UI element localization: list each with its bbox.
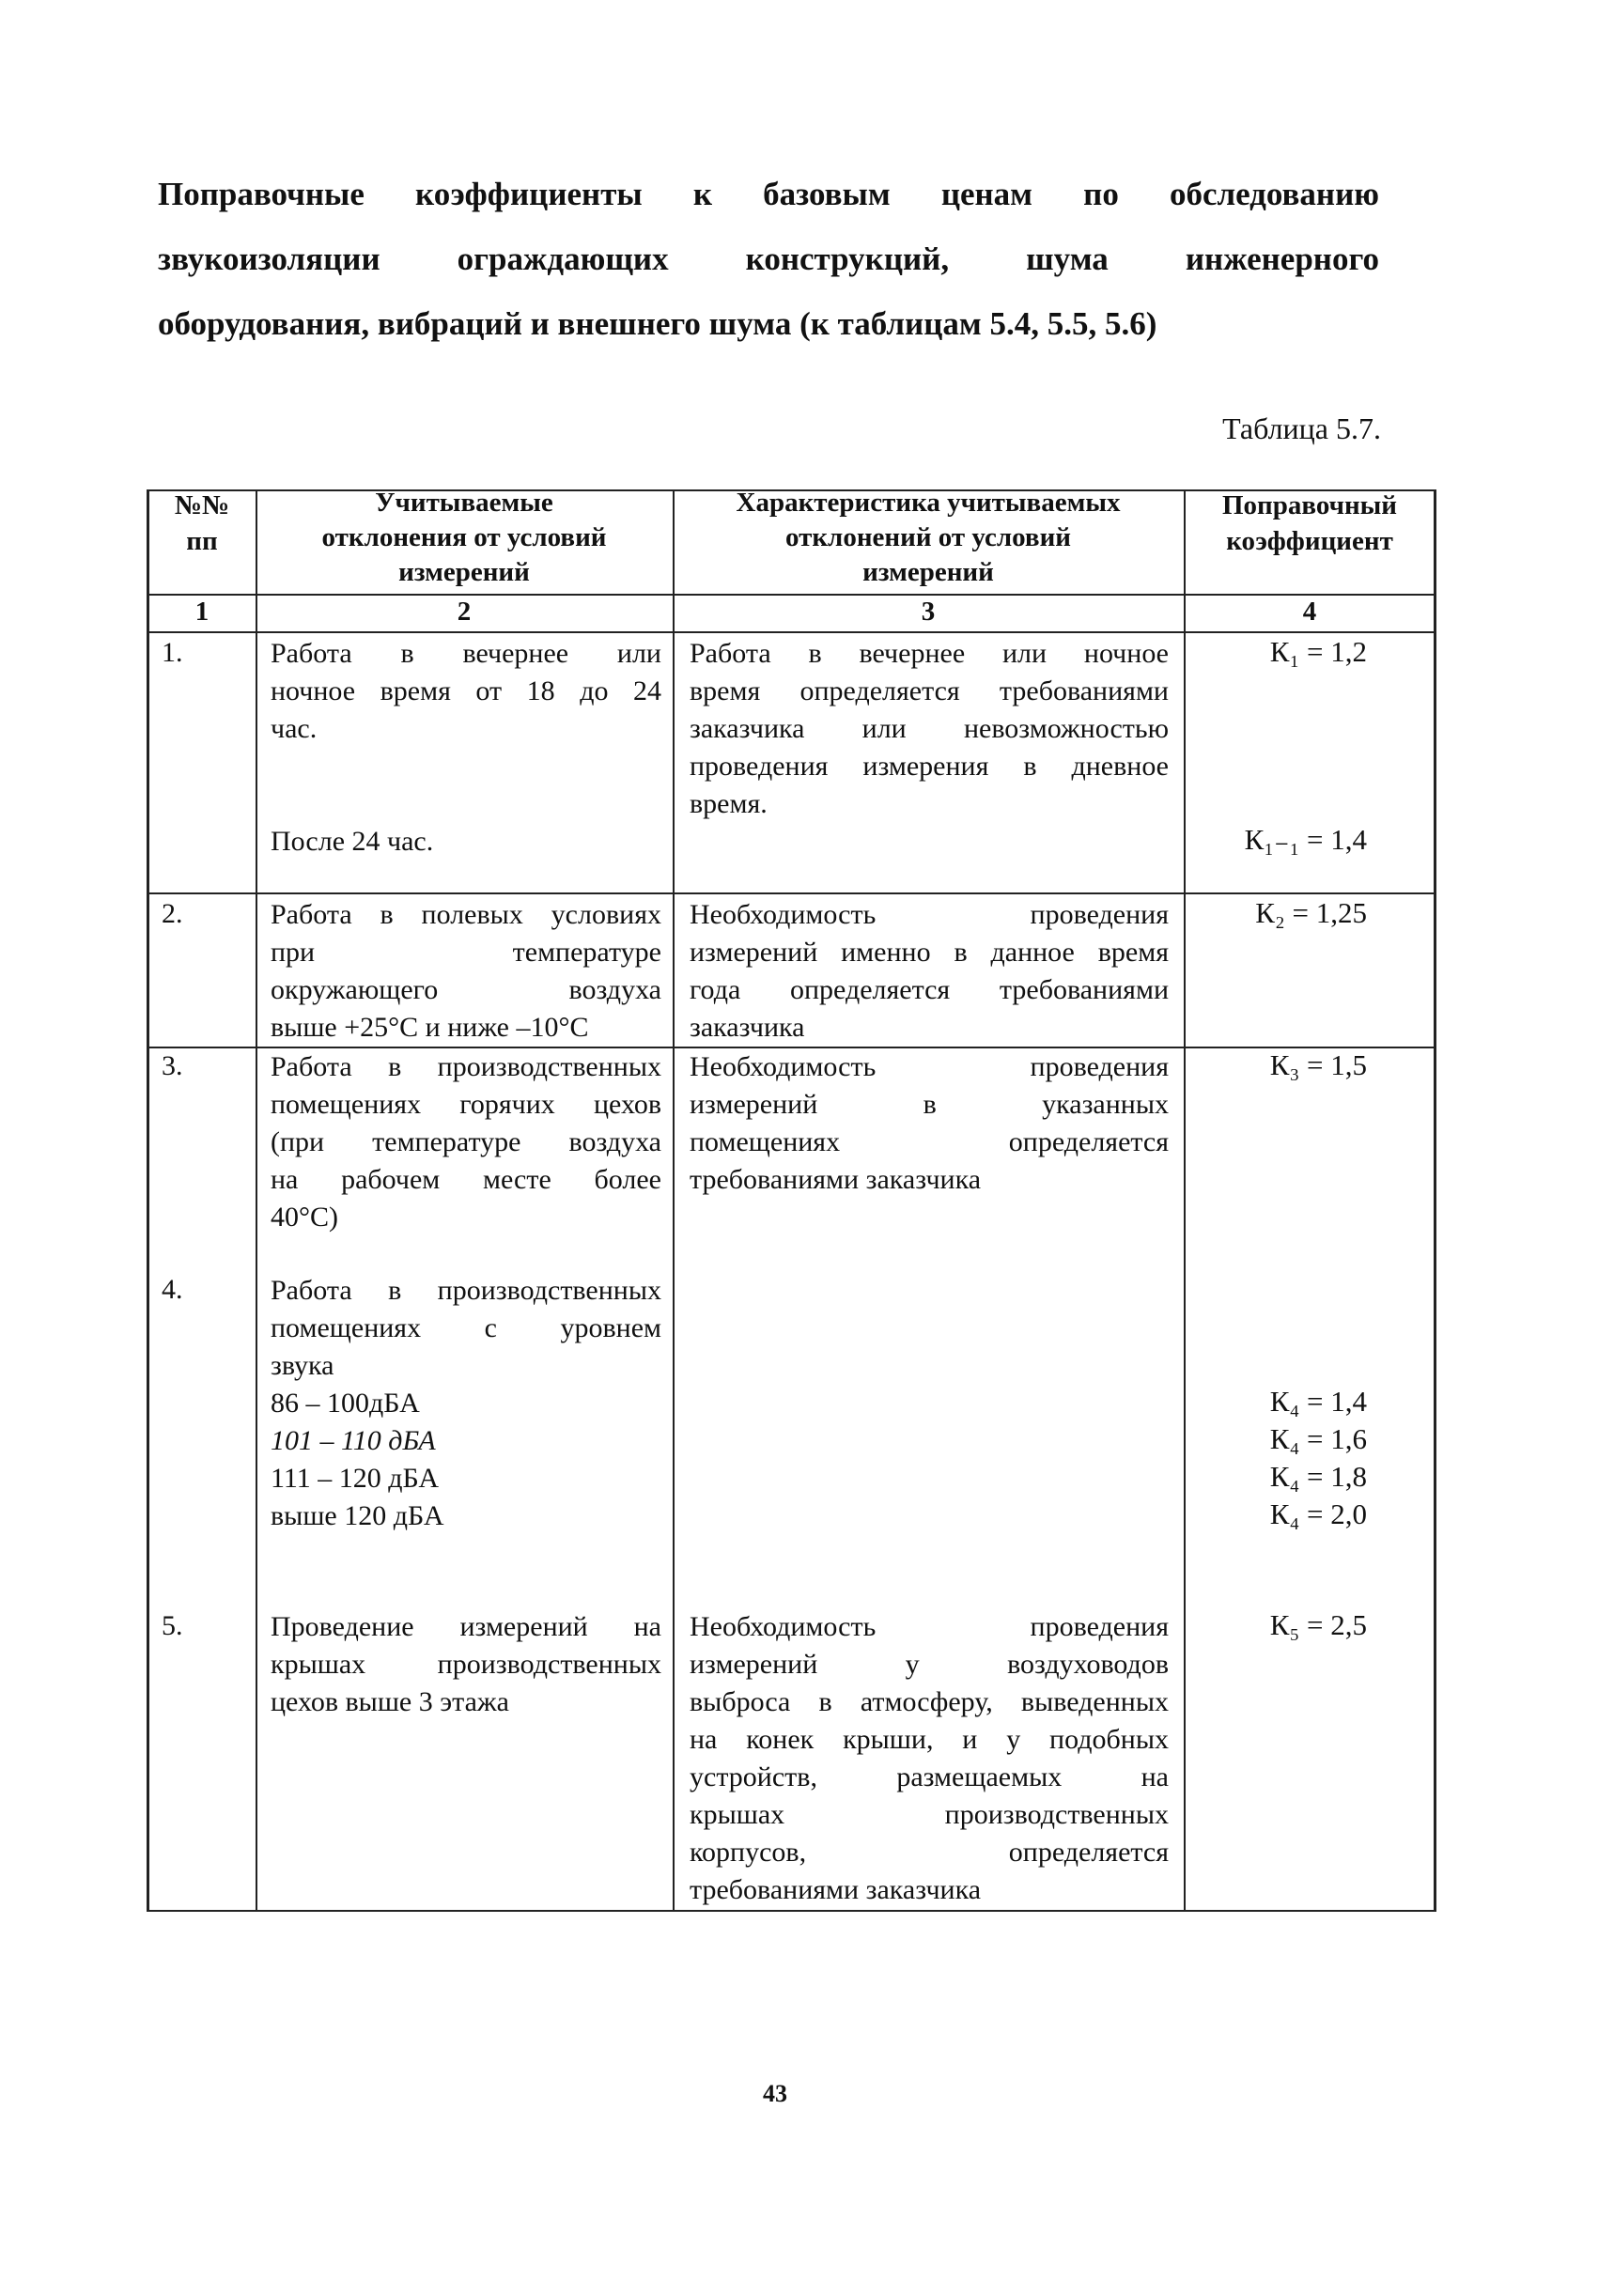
row-2-characteristic: Необходимость проведения измерений именно в данное время года определяется требованиями заказчика — [690, 899, 1169, 1043]
row-1-characteristic: Работа в вечернее или ночное время определяется требованиями заказчика или невозможностью проведения измерения в дневное время. — [690, 638, 1169, 819]
coefficient: К₅ = 2,5 — [1269, 1608, 1367, 1641]
row-4-deviation: Работа в производственных помещениях с уровнем звука 86 – 100дБА 101 – 110 дБА 111 – 120 дБА выше 120 дБА — [271, 1275, 661, 1531]
coefficient: К₃ = 1,5 — [1269, 1048, 1367, 1081]
table-header-divider — [147, 594, 1436, 596]
row-5-characteristic: Необходимость проведения измерений у воздуховодов выброса в атмосферу, выведенных на конек крыши, и у подобных устройств, размещаемых на крышах производственных корпусов, определяется требованиями заказчика — [690, 1611, 1169, 1905]
heading-line-2: звукоизоляции ограждающих конструкций, шума инженерного — [158, 240, 1379, 277]
row-3-deviation: Работа в производственных помещениях горячих цехов (при температуре воздуха на рабочем месте более 40°С) — [271, 1051, 661, 1233]
row-number: 3. — [162, 1050, 183, 1081]
heading-line-1: Поправочные коэффициенты к базовым ценам по обследованию — [158, 176, 1379, 212]
document-heading — [158, 162, 1379, 356]
coefficient: К₁₋₁ = 1,4 — [1244, 823, 1367, 856]
header-col-1: №№ пп — [174, 490, 230, 556]
coefficient: К₁ = 1,2 — [1269, 635, 1367, 668]
coefficient: К₄ = 2,0 — [1269, 1497, 1367, 1530]
column-number: 4 — [1302, 597, 1317, 627]
row-number: 1. — [162, 637, 183, 668]
table-column-divider — [673, 489, 675, 1912]
table-row-divider — [147, 892, 1436, 894]
table-column-divider — [1184, 489, 1186, 1912]
header-col-4: Поправочный коэффициент — [1221, 490, 1398, 556]
column-number: 3 — [921, 597, 936, 627]
coefficient: К₄ = 1,6 — [1269, 1422, 1367, 1455]
coefficient: К₄ = 1,8 — [1269, 1460, 1367, 1493]
table-column-divider — [256, 489, 257, 1912]
row-5-deviation: Проведение измерений на крышах производственных цехов выше 3 этажа — [271, 1611, 661, 1717]
header-col-3: Характеристика учитываемых отклонений от условий измерений — [736, 488, 1121, 587]
row-number: 2. — [162, 898, 183, 929]
coefficient: К₂ = 1,25 — [1255, 896, 1367, 929]
row-2-deviation: Работа в полевых условиях при температуре окружающего воздуха выше +25°С и ниже –10°С — [271, 899, 661, 1043]
table-index-divider — [147, 631, 1436, 633]
coefficient: К₄ = 1,4 — [1269, 1385, 1367, 1418]
table-label: Таблица 5.7. — [1222, 411, 1381, 445]
row-1-deviation: Работа в вечернее или ночное время от 18 до 24 час. — [271, 638, 661, 744]
column-number: 1 — [194, 597, 210, 627]
row-number: 5. — [162, 1610, 183, 1641]
row-3-characteristic: Необходимость проведения измерений в указанных помещениях определяется требованиями заказчика — [690, 1051, 1169, 1195]
heading-line-3: оборудования, вибраций и внешнего шума (к таблицам 5.4, 5.5, 5.6) — [158, 305, 1157, 342]
column-number: 2 — [457, 597, 472, 627]
header-col-2: Учитываемые отклонения от условий измерений — [321, 488, 607, 587]
row-1-deviation-extra: После 24 час. — [271, 826, 434, 857]
row-number: 4. — [162, 1274, 183, 1305]
page-number: 43 — [763, 2080, 787, 2107]
